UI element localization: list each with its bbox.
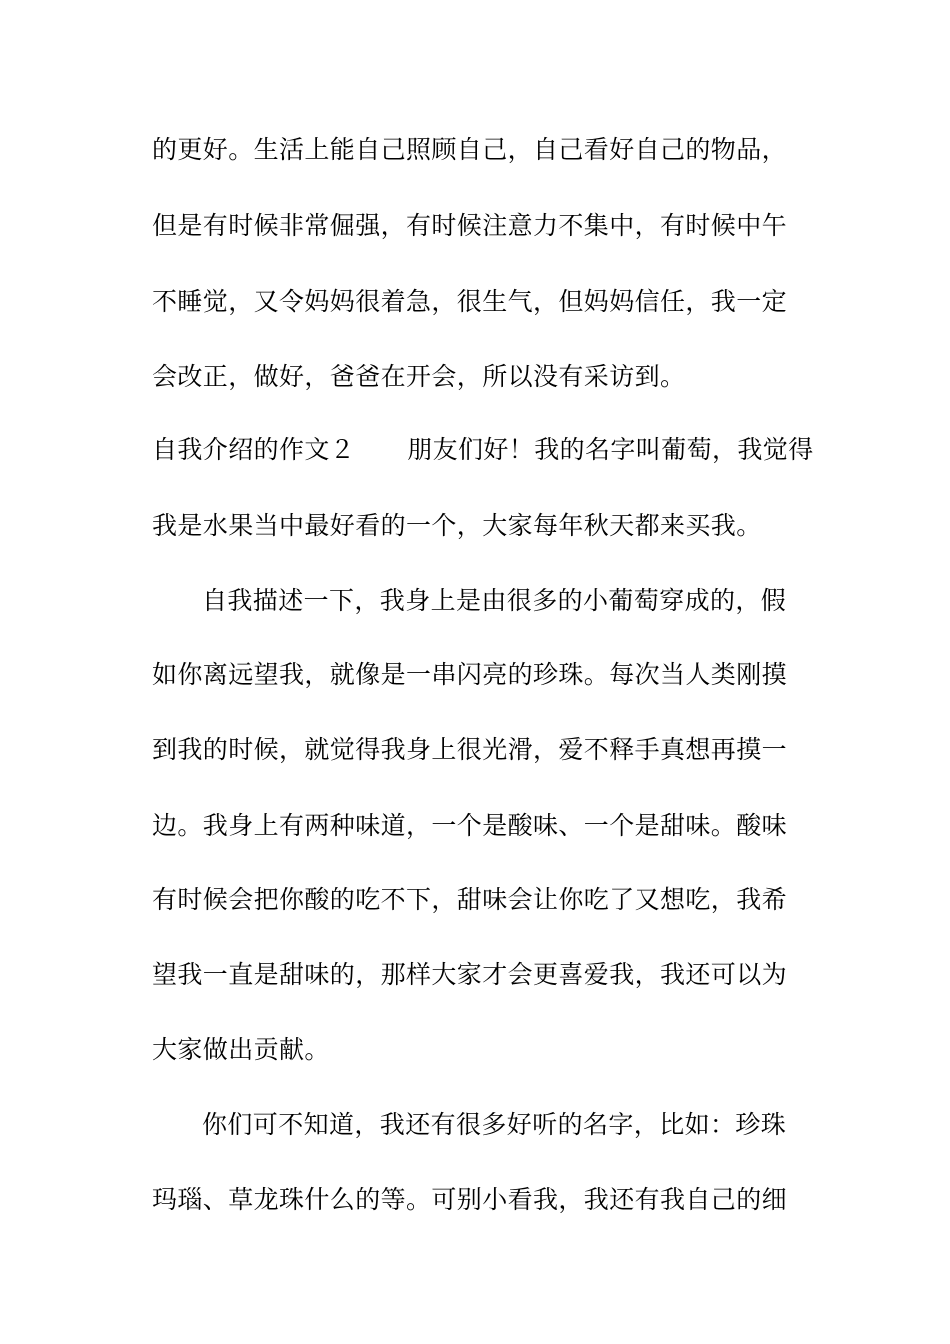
paragraph-line: 你们可不知道，我还有很多好听的名字，比如：珍珠 [202,1110,787,1139]
paragraph-line: 会改正，做好，爸爸在开会，所以没有采访到。 [152,362,686,391]
paragraph-line: 的更好。生活上能自己照顾自己，自己看好自己的物品， [152,135,788,164]
paragraph-line: 但是有时候非常倔强，有时候注意力不集中，有时候中午 [152,211,788,240]
paragraph-line: 大家做出贡献。 [152,1035,330,1064]
section-title: 自我介绍的作文２ [152,435,356,464]
paragraph-line: 自我描述一下，我身上是由很多的小葡萄穿成的，假 [202,586,787,615]
paragraph-line: 到我的时候，就觉得我身上很光滑，爱不释手真想再摸一 [152,735,788,764]
paragraph-line: 边。我身上有两种味道，一个是酸味、一个是甜味。酸味 [152,811,788,840]
section-heading-line [152,434,814,466]
paragraph-line: 如你离远望我，就像是一串闪亮的珍珠。每次当人类刚摸 [152,660,788,689]
paragraph-line: 望我一直是甜味的，那样大家才会更喜爱我，我还可以为 [152,960,788,989]
section-first-text: 朋友们好！我的名字叫葡萄，我觉得 [407,435,814,464]
paragraph-line: 玛瑙、草龙珠什么的等。可别小看我，我还有我自己的细 [152,1185,788,1214]
paragraph-line: 我是水果当中最好看的一个，大家每年秋天都来买我。 [152,511,762,540]
paragraph-line: 有时候会把你酸的吃不下，甜味会让你吃了又想吃，我希 [152,885,788,914]
paragraph-line: 不睡觉，又令妈妈很着急，很生气，但妈妈信任，我一定 [152,287,788,316]
